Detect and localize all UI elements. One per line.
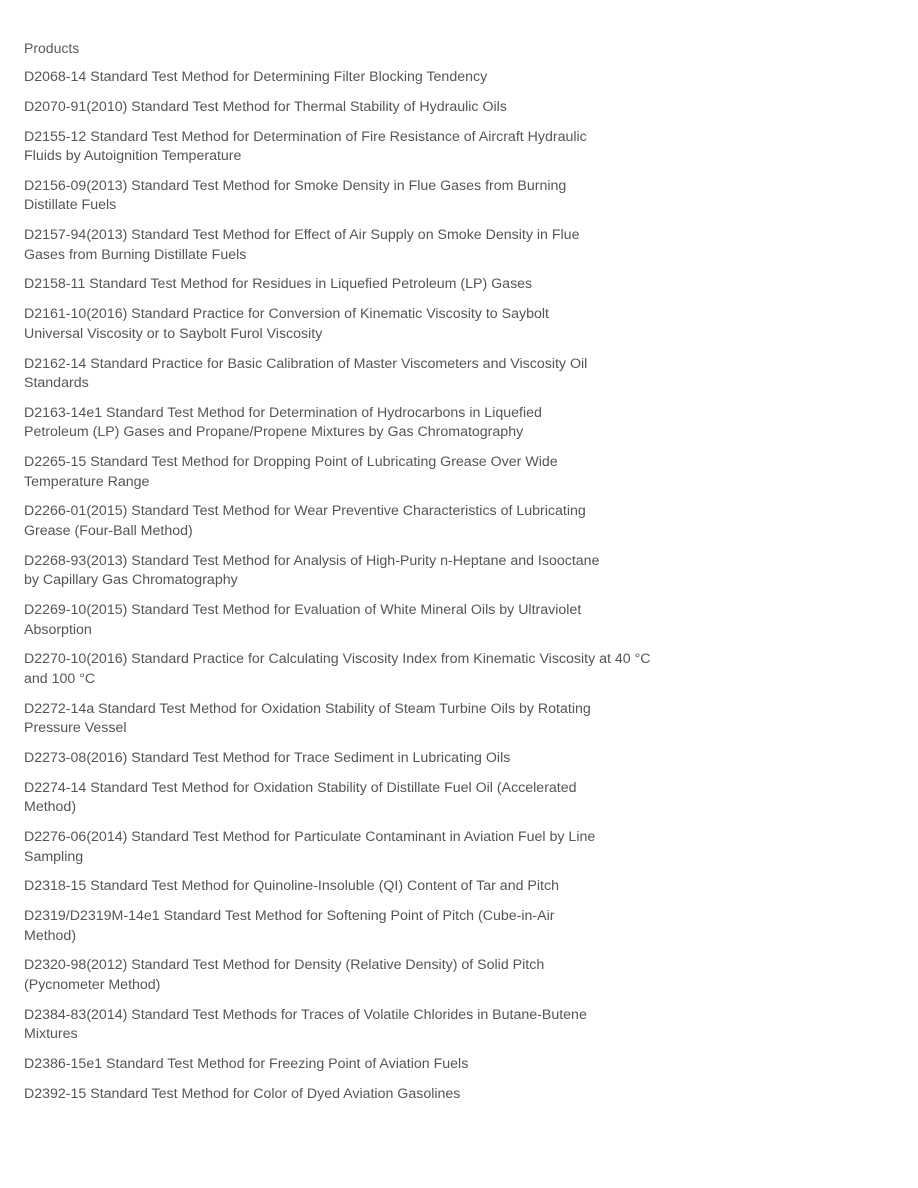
product-item-line: D2158-11 Standard Test Method for Residues in Liquefied Petroleum (LP) Gases — [24, 276, 533, 293]
product-item — [24, 177, 684, 216]
product-item-line: Method) — [24, 799, 77, 816]
product-item-line: D2386-15e1 Standard Test Method for Freezing Point of Aviation Fuels — [24, 1056, 469, 1073]
product-item-line: Fluids by Autoignition Temperature — [24, 148, 242, 165]
product-item-line: D2274-14 Standard Test Method for Oxidation Stability of Distillate Fuel Oil (Accelerated — [24, 779, 577, 796]
page-heading: Products — [24, 40, 80, 56]
product-item-line: D2265-15 Standard Test Method for Dropping Point of Lubricating Grease Over Wide — [24, 454, 558, 471]
product-item-line: D2269-10(2015) Standard Test Method for Evaluation of White Mineral Oils by Ultraviolet — [24, 602, 582, 619]
product-item — [24, 601, 684, 640]
product-item-line: Pressure Vessel — [24, 720, 127, 737]
product-item-line: Sampling — [24, 848, 84, 865]
product-item-line: D2268-93(2013) Standard Test Method for Analysis of High-Purity n-Heptane and Isooctane — [24, 552, 600, 569]
product-item-line: D2163-14e1 Standard Test Method for Determination of Hydrocarbons in Liquefied — [24, 404, 542, 421]
product-item — [24, 226, 684, 265]
product-item-line: D2272-14a Standard Test Method for Oxidation Stability of Steam Turbine Oils by Rotating — [24, 700, 591, 717]
product-item-line: D2070-91(2010) Standard Test Method for Thermal Stability of Hydraulic Oils — [24, 98, 507, 115]
product-item — [24, 828, 684, 867]
product-list — [24, 68, 684, 1104]
product-item — [24, 1055, 684, 1075]
product-item-line: D2157-94(2013) Standard Test Method for Effect of Air Supply on Smoke Density in Flue — [24, 227, 580, 244]
product-item — [24, 779, 684, 818]
product-item-line: Temperature Range — [24, 473, 150, 490]
product-item-line: Gases from Burning Distillate Fuels — [24, 246, 247, 263]
product-item-line: D2276-06(2014) Standard Test Method for Particulate Contaminant in Aviation Fuel by Line — [24, 829, 596, 846]
product-item — [24, 128, 684, 167]
product-item-line: D2384-83(2014) Standard Test Methods for Traces of Volatile Chlorides in Butane-Butene — [24, 1006, 587, 1023]
product-item-line: and 100 °C — [24, 670, 96, 687]
product-item — [24, 453, 684, 492]
product-item-line: D2162-14 Standard Practice for Basic Calibration of Master Viscometers and Viscosity Oil — [24, 355, 588, 372]
product-item-line: D2318-15 Standard Test Method for Quinoline-Insoluble (QI) Content of Tar and Pitch — [24, 878, 559, 895]
product-item-line: Method) — [24, 927, 77, 944]
product-item-line: D2155-12 Standard Test Method for Determination of Fire Resistance of Aircraft Hydraulic — [24, 128, 587, 145]
product-item-line: Standards — [24, 375, 89, 392]
product-item — [24, 404, 684, 443]
product-item — [24, 877, 684, 897]
product-item — [24, 275, 684, 295]
document-page — [24, 39, 684, 1115]
product-item-line: D2161-10(2016) Standard Practice for Conversion of Kinematic Viscosity to Saybolt — [24, 306, 549, 323]
product-item — [24, 355, 684, 394]
product-item — [24, 1006, 684, 1045]
product-item-line: D2266-01(2015) Standard Test Method for Wear Preventive Characteristics of Lubricating — [24, 503, 586, 520]
product-item-line: D2156-09(2013) Standard Test Method for Smoke Density in Flue Gases from Burning — [24, 177, 567, 194]
product-item — [24, 68, 684, 88]
product-item — [24, 305, 684, 344]
product-item-line: D2320-98(2012) Standard Test Method for Density (Relative Density) of Solid Pitch — [24, 957, 545, 974]
product-item — [24, 1085, 684, 1105]
product-item — [24, 650, 684, 689]
product-item-line: Absorption — [24, 621, 92, 638]
product-item-line: Petroleum (LP) Gases and Propane/Propene Mixtures by Gas Chromatography — [24, 424, 524, 441]
product-item — [24, 907, 684, 946]
product-item — [24, 700, 684, 739]
product-item-line: by Capillary Gas Chromatography — [24, 572, 238, 589]
product-item-line: Mixtures — [24, 1026, 78, 1043]
product-item — [24, 956, 684, 995]
product-item-line: D2319/D2319M-14e1 Standard Test Method for Softening Point of Pitch (Cube-in-Air — [24, 908, 555, 925]
product-item-line: Grease (Four-Ball Method) — [24, 522, 193, 539]
product-item — [24, 502, 684, 541]
product-item-line: D2270-10(2016) Standard Practice for Calculating Viscosity Index from Kinematic Viscosity at 40 °C — [24, 651, 651, 668]
product-item-line: (Pycnometer Method) — [24, 976, 161, 993]
product-item — [24, 749, 684, 769]
product-item-line: Universal Viscosity or to Saybolt Furol Viscosity — [24, 325, 323, 342]
product-item-line: Distillate Fuels — [24, 197, 117, 214]
product-item — [24, 552, 684, 591]
product-item-line: D2068-14 Standard Test Method for Determining Filter Blocking Tendency — [24, 69, 488, 85]
product-item-line: D2273-08(2016) Standard Test Method for Trace Sediment in Lubricating Oils — [24, 749, 511, 766]
product-item — [24, 98, 684, 118]
product-item-line: D2392-15 Standard Test Method for Color of Dyed Aviation Gasolines — [24, 1085, 461, 1102]
